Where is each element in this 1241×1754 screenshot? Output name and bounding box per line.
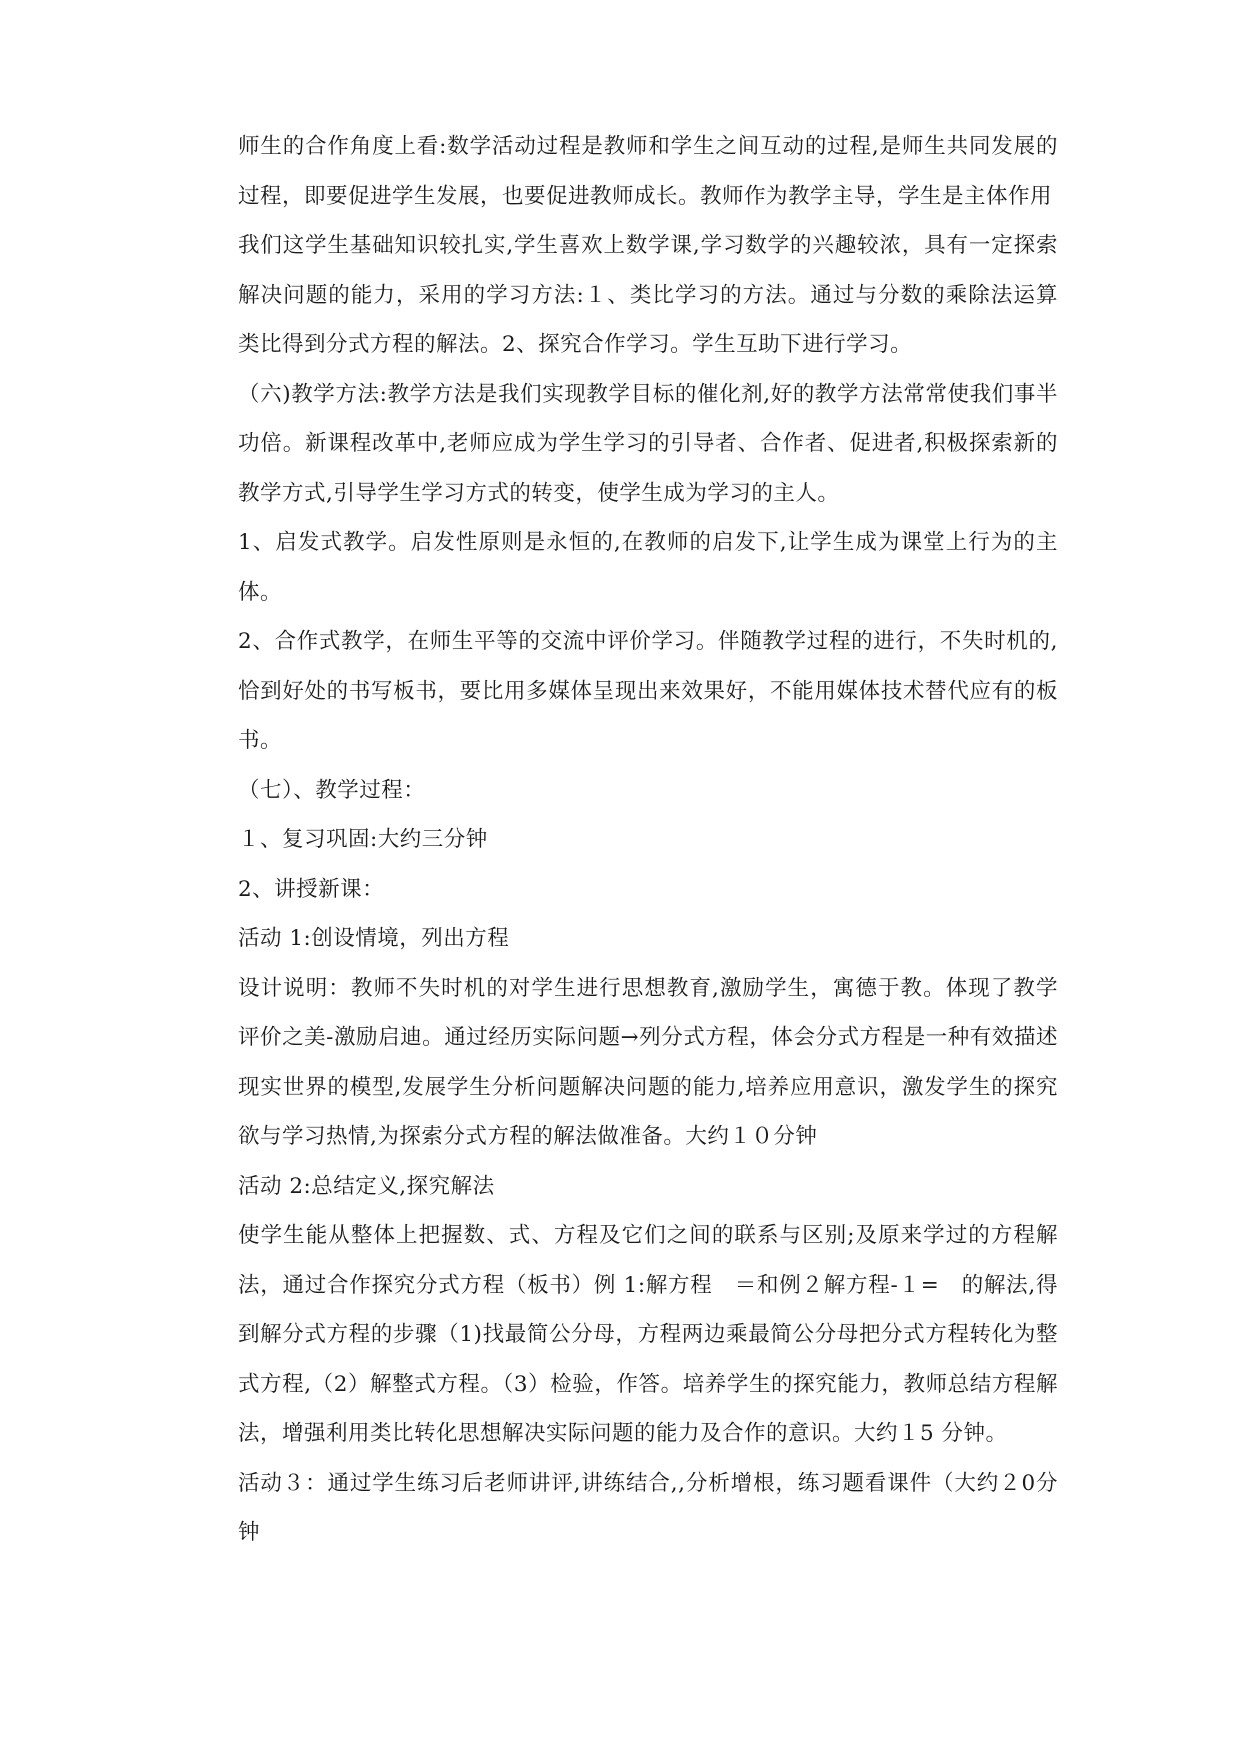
paragraph-teaching-method: （六)教学方法:教学方法是我们实现教学目标的催化剂,好的教学方法常常使我们事半功倍。新课程改革中,老师应成为学生学习的引导者、合作者、促进者,积极探索新的教学方式,引导学生学习方式的转变，使学生成为学习的主人。 (238, 381, 1058, 506)
document-page (238, 122, 1058, 1558)
activity-2-heading: 活动 2:总结定义,探究解法 (238, 1173, 495, 1199)
paragraph-heuristic-teaching: 1、启发式教学。启发性原则是永恒的,在教师的启发下,让学生成为课堂上行为的主体。 (238, 530, 1058, 605)
paragraph-cooperation: 师生的合作角度上看:数学活动过程是教师和学生之间互动的过程,是师生共同发展的过程，即要促进学生发展，也要促进教师成长。教师作为教学主导，学生是主体作用 (238, 134, 1058, 209)
paragraph-design-notes: 设计说明：教师不失时机的对学生进行思想教育,激励学生，寓德于教。体现了教学评价之美-激励启迪。通过经历实际问题→列分式方程，体会分式方程是一种有效描述现实世界的模型,发展学生分析问题解决问题的能力,培养应用意识，激发学生的探究欲与学习热情,为探索分式方程的解法做准备。大约１０分钟 (238, 975, 1058, 1149)
item-review: １、复习巩固:大约三分钟 (238, 827, 488, 852)
activity-1-heading: 活动 1:创设情境，列出方程 (238, 926, 510, 951)
paragraph-activity-2: 使学生能从整体上把握数、式、方程及它们之间的联系与区别;及原来学过的方程解法，通过合作探究分式方程（板书）例 1:解方程 ＝和例２解方程-１= 的解法,得到解分式方程的步骤（1)找最简公分母，方程两边乘最简公分母把分式方程转化为整式方程,（2）解整式方程。（3）检验，作答。培养学生的探究能力，教师总结方程解法，增强利用类比转化思想解决实际问题的能力及合作的意识。大约１5 分钟。 (238, 1223, 1058, 1446)
paragraph-cooperative-teaching: 2、合作式教学，在师生平等的交流中评价学习。伴随教学过程的进行，不失时机的,恰到好处的书写板书，要比用多媒体呈现出来效果好，不能用媒体技术替代应有的板书。 (238, 629, 1058, 753)
paragraph-student-basis: 我们这学生基础知识较扎实,学生喜欢上数学课,学习数学的兴趣较浓，具有一定探索解决问题的能力，采用的学习方法:１、类比学习的方法。通过与分数的乘除法运算类比得到分式方程的解法。2、探究合作学习。学生互助下进行学习。 (238, 233, 1058, 357)
item-new-lesson: 2、讲授新课： (238, 876, 385, 902)
heading-teaching-process: （七）、教学过程： (238, 777, 426, 803)
paragraph-activity-3: 活动３：通过学生练习后老师讲评,讲练结合,,分析增根，练习题看课件（大约２0分钟 (238, 1470, 1058, 1545)
